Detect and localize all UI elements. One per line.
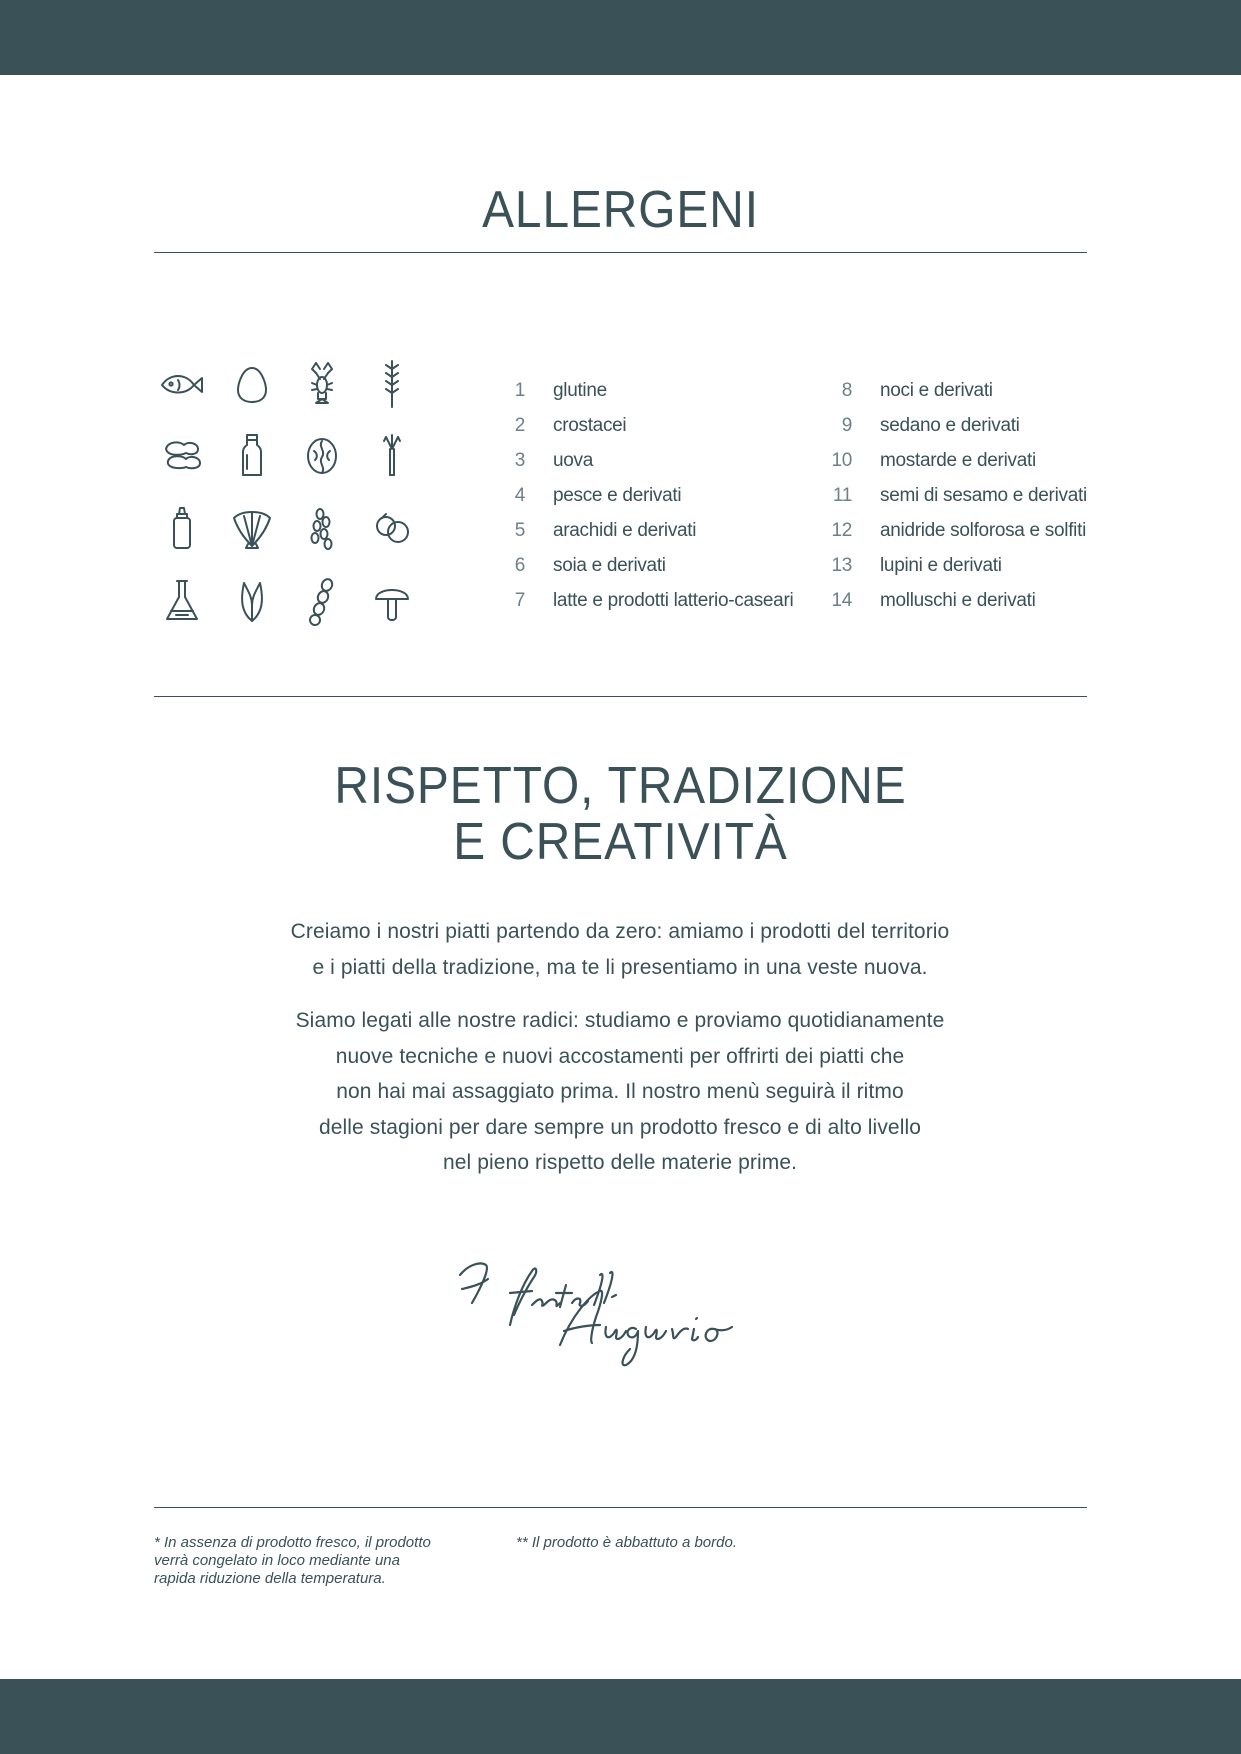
divider-middle [154, 696, 1087, 697]
list-item [505, 376, 793, 411]
allergen-label: anidride solforosa e solfiti [880, 520, 1086, 541]
signature [440, 1245, 800, 1375]
allergen-number: 3 [514, 450, 525, 471]
allergen-icon-grid [154, 355, 454, 645]
allergen-number: 2 [514, 415, 525, 436]
allergen-label: sedano e derivati [880, 415, 1020, 436]
list-item [505, 516, 793, 551]
mustard-bottle-icon [154, 500, 210, 556]
celery-icon [364, 427, 420, 483]
about-title-line1: RISPETTO, TRADIZIONE [334, 757, 907, 815]
sesame-seeds-icon [294, 500, 350, 556]
list-item [505, 446, 793, 481]
top-band [0, 0, 1241, 75]
about-title [50, 758, 1192, 870]
about-title-line2: E CREATIVITÀ [453, 813, 788, 871]
allergen-label: uova [553, 450, 594, 471]
allergen-number: 9 [841, 415, 852, 436]
allergen-label: noci e derivati [880, 380, 993, 401]
allergen-label: pesce e derivati [553, 485, 682, 506]
allergen-number: 14 [831, 590, 852, 611]
allergen-number: 10 [831, 450, 852, 471]
soy-bean-icon [364, 500, 420, 556]
allergen-label: soia e derivati [553, 555, 666, 576]
lupin-icon [224, 573, 280, 629]
allergen-label: latte e prodotti latterio-caseari [553, 590, 794, 611]
divider-footer [154, 1507, 1087, 1508]
list-item [820, 551, 1087, 586]
allergen-label: molluschi e derivati [880, 590, 1036, 611]
allergen-label: mostarde e derivati [880, 450, 1036, 471]
list-item [820, 411, 1087, 446]
bottom-band [0, 1679, 1241, 1754]
allergen-list-left [505, 376, 793, 621]
allergen-number: 7 [514, 590, 525, 611]
list-item [505, 551, 793, 586]
about-paragraph-2: Siamo legati alle nostre radici: studiamo e proviamo quotidianamente nuove tecniche e nuovi accostamenti per offrirti dei piatti che non hai mai assaggiato prima. Il nostro menù seguirà il ritmo delle stagioni per dare sempre un prodotto fresco e di alto livello nel pieno rispetto delle materie prime. [295, 1009, 945, 1174]
fish-icon [154, 355, 210, 411]
allergen-label: glutine [553, 380, 607, 401]
footnote-blast-chilled: ** Il prodotto è abbattuto a bordo. [516, 1534, 737, 1551]
list-item [820, 376, 1087, 411]
allergen-number: 13 [831, 555, 852, 576]
list-item [505, 481, 793, 516]
allergen-number: 6 [514, 555, 525, 576]
allergen-label: crostacei [553, 415, 627, 436]
allergen-label: lupini e derivati [880, 555, 1002, 576]
mushroom-icon [364, 573, 420, 629]
so2-flask-icon [154, 573, 210, 629]
list-item [820, 586, 1087, 621]
egg-icon [224, 355, 280, 411]
allergen-number: 12 [831, 520, 852, 541]
list-item [505, 411, 793, 446]
allergen-number: 1 [514, 380, 525, 401]
allergen-list-right [820, 376, 1087, 621]
about-paragraph-1: Creiamo i nostri piatti partendo da zero: amiamo i prodotti del territorio e i piatti della tradizione, ma te li presentiamo in una veste nuova. [290, 920, 950, 979]
crayfish-icon [294, 355, 350, 411]
list-item [505, 586, 793, 621]
allergen-number: 5 [514, 520, 525, 541]
allergens-title: ALLERGENI [482, 181, 759, 239]
allergen-number: 4 [514, 485, 525, 506]
footnote-frozen: * In assenza di prodotto fresco, il prodotto verrà congelato in loco mediante una rapida riduzione della temperatura. [154, 1534, 431, 1587]
allergen-label: semi di sesamo e derivati [880, 485, 1087, 506]
allergen-label: arachidi e derivati [553, 520, 697, 541]
walnut-icon [294, 427, 350, 483]
wheat-icon [364, 355, 420, 411]
allergen-number: 11 [832, 485, 852, 506]
list-item [820, 481, 1087, 516]
scallop-icon [224, 500, 280, 556]
allergen-number: 8 [841, 380, 852, 401]
list-item [820, 446, 1087, 481]
milk-bottle-icon [224, 427, 280, 483]
peanut-icon [154, 427, 210, 483]
divider-top [154, 252, 1087, 253]
chain-pod-icon [294, 573, 350, 629]
list-item [820, 516, 1087, 551]
